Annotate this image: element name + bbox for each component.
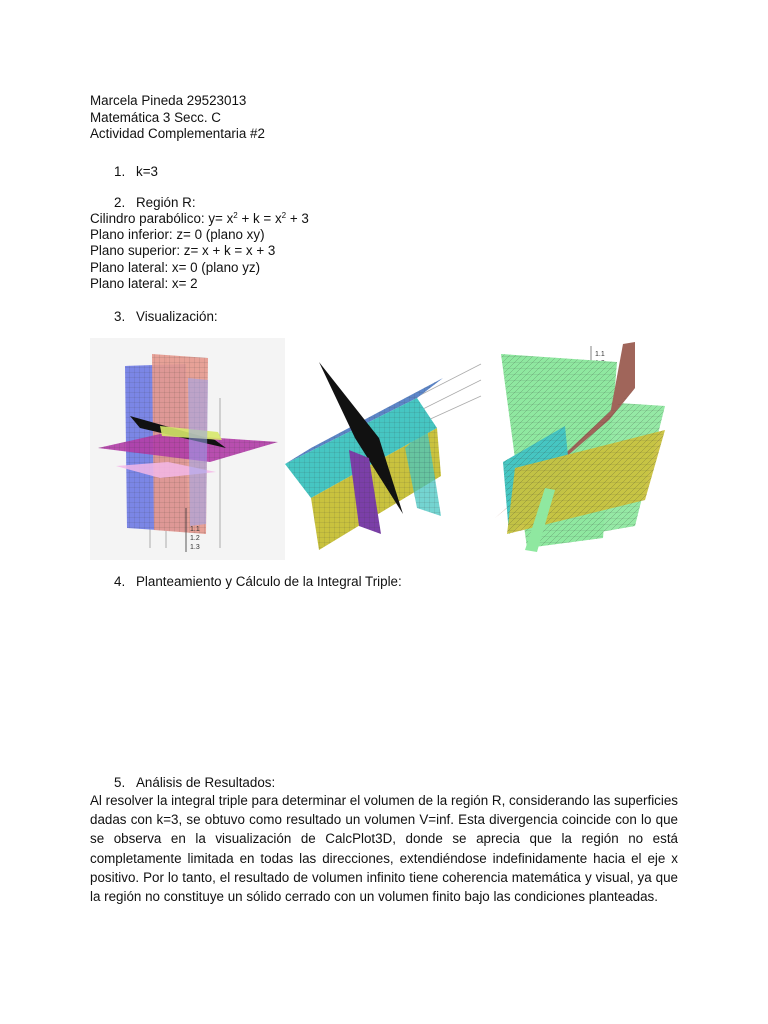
list-text: Región R:	[136, 195, 196, 210]
lateral-plane-2-definition: Plano lateral: x= 2	[90, 276, 198, 291]
course-line: Matemática 3 Secc. C	[90, 110, 221, 125]
cylinder-definition: Cilindro parabólico: $y= x^2 + k = x^2 + 3$	[90, 211, 309, 226]
lateral-plane-1-definition: Plano lateral: x= 0 (plano yz)	[90, 260, 261, 275]
figure-3-3d-surfaces	[485, 338, 671, 560]
figure-1-3d-surfaces	[90, 338, 286, 560]
lower-plane-definition: Plano inferior: z= 0 (plano xy)	[90, 227, 265, 242]
fig1-axis-label: 1.2	[190, 535, 200, 542]
list-number: 3.	[114, 309, 126, 324]
list-item-2	[114, 195, 196, 211]
list-item-5	[114, 775, 275, 791]
fig3-axis-label: 1.1	[595, 351, 605, 358]
list-text: Análisis de Resultados:	[136, 775, 276, 790]
list-text: Visualización:	[136, 309, 218, 324]
list-number: 4.	[114, 574, 126, 589]
fig1-axis-label: 1.3	[190, 544, 200, 551]
list-number: 1.	[114, 164, 126, 179]
author-line: Marcela Pineda 29523013	[90, 93, 247, 108]
list-number: 5.	[114, 775, 126, 790]
list-item-1	[114, 164, 158, 180]
upper-plane-definition: Plano superior: z= x + k = x + 3	[90, 243, 276, 258]
list-number: 2.	[114, 195, 126, 210]
list-text: k=3	[136, 164, 158, 179]
activity-title: Actividad Complementaria #2	[90, 126, 265, 141]
analysis-paragraph: Al resolver la integral triple para determinar el volumen de la región R, considerando las superficies dadas con k=3, se obtuvo como resultado un volumen V=inf. Esta divergencia coincide con lo que se observa en la visualización de CalcPlot3D, donde se aprecia que la región no está completamente limitada en todas las direcciones, extendiéndose indefinidamente hacia el eje x positivo. Por lo tanto, el resultado de volumen infinito tiene coherencia matemática y visual, ya que la región no constituye un sólido cerrado con un volumen finito bajo las condiciones planteadas.	[90, 793, 678, 905]
list-item-4	[114, 574, 402, 590]
fig1-axis-label: 1.1	[190, 526, 200, 533]
figure-2-3d-surfaces	[285, 338, 483, 560]
list-text: Planteamiento y Cálculo de la Integral Triple:	[136, 574, 402, 589]
list-item-3	[114, 309, 218, 325]
